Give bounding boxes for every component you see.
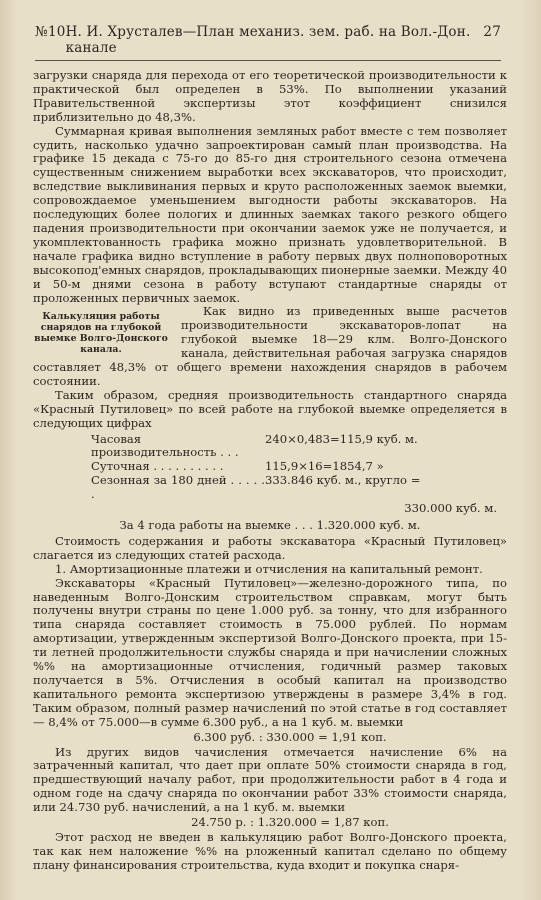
paragraph-2: Суммарная кривая выполнения земляных работ вместе с тем позволяет судить, насколько удачно запроектирован самый план производства. На графике 15 декада с 75-го до 85-го дня строительного сезона отмечена существенным снижением выработки всех экскаваторов, что происходит, вследствие выкливинания первых и круто расположенных заемок выемки, сопровождаемое уменьшением выгодности работы экскаваторов. На последующих более пологих и длинных заемках такого резкого общего падения производительности при окончании заемок уже не получается, и укомплектованность графика можно признать удовлетворительной. В начале графика видно вступление в работу первых двух полноповоротных высокопод'емных снарядов, прокладывающих пионерные заемки. Между 40 и 50-м днями сезона в работу вступают стандартные снаряды от проложенных первичных заемок. (33, 123, 507, 305)
paragraph-3: Как видно из приведенных выше расчетов производительности экскаваторов-лопат на глубокой выемке 18—29 клм. Волго-Донского канала, действительная рабочая загрузка снарядов составляет 48,3% от общего времени нахождения снарядов в рабочем состоянии. (33, 305, 507, 388)
formula-1: 6.300 руб. : 330.000 = 1,91 коп. (193, 729, 387, 744)
margin-heading: Калькуляция работы снарядов на глубокой выемке Волго-Донского канала. (34, 311, 168, 356)
calc-four-years: За 4 года работы на выемке . . . 1.320.000 куб. м. (119, 518, 421, 532)
paragraph-8: Из других видов чачисления отмечается начисление 6% на затраченный капитал, что дает при оплате 50% стоимости снаряда в год, предшествующий началу работ, при продолжительности работ в 4 года и одном годе на сдачу снаряда по окончании работ 33% стоимости снаряда, или 24.730 руб. начислений, а на 1 куб. м. выемки (33, 744, 507, 815)
calc-row-hourly (33, 433, 507, 461)
paragraph-4: Таким образом, средняя производительность стандартного снаряда «Красный Путиловец» по всей работе на глубокой выемке определяется в следующих цифрах (33, 387, 507, 430)
page-number: 27 (483, 24, 501, 40)
calc-label: Сезонная за 180 дней . . . . . . (91, 473, 265, 502)
calc-value: 240×0,483=115,9 куб. м. (265, 431, 418, 446)
calc-value: 333.846 куб. м., кругло = (265, 473, 421, 488)
calc-row-daily (33, 460, 507, 474)
paragraph-6: 1. Амортизационные платежи и отчисления на капитальный ремонт. (55, 561, 483, 576)
paragraph-5: Стоимость содержания и работы экскаватора «Красный Путиловец» слагается из следующих статей расхода. (33, 533, 507, 562)
paragraph-9: Этот расход не введен в калькуляцию работ Волго-Донского проекта, так как нем наложение %% на рложенный капитал сделано по общему плану финансирования строительства, куда входит и покупка снаря- (33, 829, 507, 872)
header-title: Н. И. Хрусталев—План механиз. зем. раб. на Вол.-Дон. канале (65, 24, 471, 56)
paragraph-1: загрузки снаряда для перехода от его теоретической производительности к практической был определен в 53%. По выполнении указаний Правительственной экспертизы этот коэффициент снизился приблизительно до 48,3%. (33, 68, 507, 124)
calc-label: Суточная . . . . . . . . . . (91, 459, 224, 474)
formula-2: 24.750 р. : 1.320.000 = 1,87 коп. (191, 815, 389, 830)
paragraph-7: Экскаваторы «Красный Путиловец»—железно-дорожного типа, по наведенным Волго-Донским строительством справкам, могут быть получены внутри страны по цене 1.000 руб. за тонну, что для избранного типа снаряда составляет стоимость в 75.000 рублей. По нормам амортизации, утвержденным экспертизой Волго-Донского проекта, при 15-ти летней продолжительности службы снаряда и при начислении сложных %% на амортизационные отчисления, годичный размер таковых получается в 5%. Отчисления в особый капитал на производство капитального ремонта экспертизою утверждены в размере 3,4% в год. Таким образом, полный размер начислений по этой статье в год составляет — 8,4% от 75.000—в сумме 6.300 руб., а на 1 куб. м. выемки (33, 575, 507, 729)
issue-number: №10 (35, 24, 66, 40)
sidenote-block (33, 305, 507, 388)
calc-value: 115,9×16=1854,7 » (265, 459, 384, 474)
productivity-calculation (33, 433, 507, 533)
calc-label: Часовая производительность . . . (91, 431, 239, 460)
calc-season-rounded: 330.000 куб. м. (404, 501, 497, 516)
running-header (35, 24, 501, 61)
article-body (33, 69, 507, 873)
calc-row-season (33, 474, 507, 502)
